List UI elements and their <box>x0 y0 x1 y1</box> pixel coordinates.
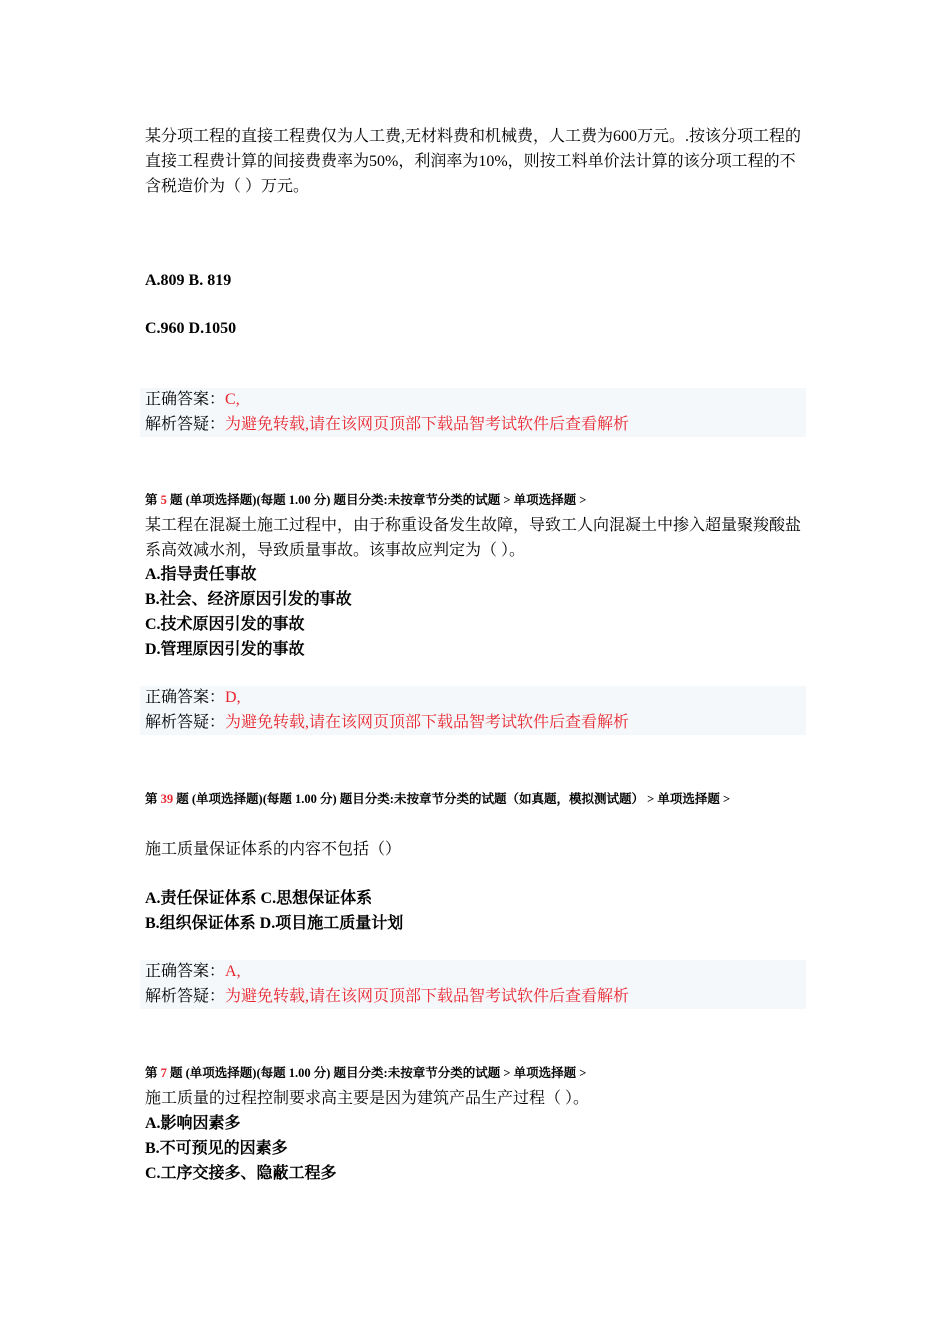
question-text: 施工质量的过程控制要求高主要是因为建筑产品生产过程（ ）。 <box>145 1090 590 1107</box>
option-line: B.组织保证体系 D.项目施工质量计划 <box>145 915 404 932</box>
option-b: B.社会、经济原因引发的事故 <box>145 591 352 608</box>
answer-value: A, <box>225 963 241 980</box>
analysis-value: 为避免转载,请在该网页顶部下载品智考试软件后查看解析 <box>225 987 630 1005</box>
question-header <box>145 489 807 511</box>
option-d: D.管理原因引发的事故 <box>145 641 305 658</box>
option-line: C.960 D.1050 <box>145 320 237 337</box>
correct-answer-row <box>140 960 806 985</box>
analysis-row <box>140 985 806 1010</box>
header-prefix: 第 <box>145 1066 158 1080</box>
question-number: 5 <box>160 493 167 507</box>
analysis-label: 解析答疑： <box>145 415 226 433</box>
question-header <box>145 1062 807 1084</box>
question-text: 某工程在混凝土施工过程中，由于称重设备发生故障，导致工人向混凝土中掺入超量聚羧酸盐系高效减水剂，导致质量事故。该事故应判定为（ ）。 <box>145 517 802 559</box>
analysis-value: 为避免转载,请在该网页顶部下载品智考试软件后查看解析 <box>225 713 630 731</box>
answer-label: 正确答案： <box>145 391 226 408</box>
option-c: C.工序交接多、隐蔽工程多 <box>145 1165 337 1182</box>
correct-answer-row <box>140 686 806 711</box>
analysis-label: 解析答疑： <box>145 713 226 731</box>
option-line: A.809 B. 819 <box>145 272 232 289</box>
answer-value: C, <box>225 391 240 408</box>
answer-box <box>140 388 806 437</box>
analysis-label: 解析答疑： <box>145 987 226 1005</box>
answer-label: 正确答案： <box>145 689 226 706</box>
option-a: A.影响因素多 <box>145 1115 241 1132</box>
correct-answer-row <box>140 388 806 413</box>
option-a: A.指导责任事故 <box>145 566 257 583</box>
question-text: 某分项工程的直接工程费仅为人工费,无材料费和机械费，人工费为600万元。.按该分项工程的直接工程费计算的间接费费率为50%，利润率为10%，则按工料单价法计算的该分项工程的不含税造价为（ ）万元。 <box>145 128 802 195</box>
option-line: A.责任保证体系 C.思想保证体系 <box>145 890 373 907</box>
analysis-row <box>140 413 806 438</box>
question-text: 施工质量保证体系的内容不包括（） <box>145 841 402 858</box>
analysis-value: 为避免转载,请在该网页顶部下载品智考试软件后查看解析 <box>225 415 630 433</box>
analysis-row <box>140 711 806 736</box>
header-info: 题 (单项选择题)(每题 1.00 分) 题目分类:未按章节分类的试题 > 单项选择题 > <box>170 1066 587 1080</box>
answer-value: D, <box>225 689 241 706</box>
answer-box <box>140 960 806 1009</box>
answer-box <box>140 686 806 735</box>
question-header <box>145 788 807 810</box>
option-c: C.技术原因引发的事故 <box>145 616 305 633</box>
question-number: 39 <box>160 792 174 806</box>
header-prefix: 第 <box>145 792 158 806</box>
question-number: 7 <box>160 1066 167 1080</box>
header-prefix: 第 <box>145 493 158 507</box>
option-b: B.不可预见的因素多 <box>145 1140 288 1157</box>
answer-label: 正确答案： <box>145 963 226 980</box>
header-info: 题 (单项选择题)(每题 1.00 分) 题目分类:未按章节分类的试题（如真题，模拟测试题） > 单项选择题 > <box>176 792 731 806</box>
header-info: 题 (单项选择题)(每题 1.00 分) 题目分类:未按章节分类的试题 > 单项选择题 > <box>170 493 587 507</box>
